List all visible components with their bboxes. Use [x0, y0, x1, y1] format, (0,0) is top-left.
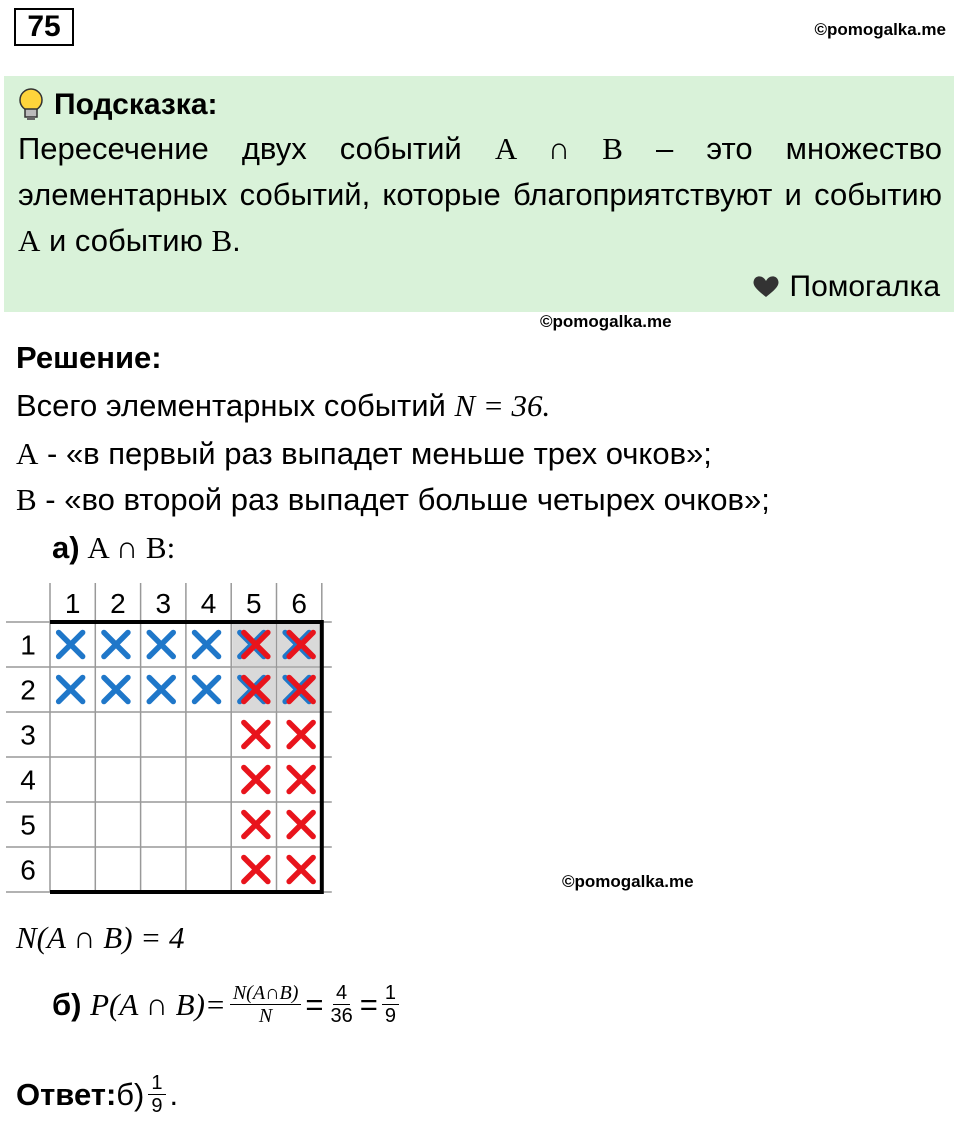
red-cross-mark [244, 858, 268, 882]
exercise-number: 75 [14, 8, 74, 46]
column-header: 6 [291, 588, 307, 619]
red-cross-mark [244, 768, 268, 792]
part-b-probability: б) P(A ∩ B)= $\frac{N(A\cap B)}{N}$ = $\frac{4}{36}$ = $\frac{1}{9}$ [52, 982, 403, 1027]
n-result: N(A ∩ B) = 4 [16, 920, 185, 955]
hint-title: Подсказка: [18, 88, 218, 122]
blue-cross-mark [104, 633, 128, 657]
column-header: 2 [110, 588, 126, 619]
red-cross-mark [244, 813, 268, 837]
row-header: 2 [20, 674, 36, 706]
hint-signature: Помогалка [752, 270, 941, 304]
column-header: 5 [246, 588, 262, 619]
column-header: 1 [64, 588, 81, 619]
watermark-top: ©pomogalka.me [814, 20, 946, 39]
solution-title: Решение: [16, 340, 162, 375]
column-header: 3 [155, 588, 172, 619]
fraction-1-9: $\frac{1}{9}$ [382, 982, 399, 1027]
blue-cross-mark [195, 633, 219, 657]
row-header: 6 [20, 854, 36, 886]
column-header: 4 [200, 588, 217, 619]
red-cross-mark [244, 723, 268, 747]
answer: Ответ: б) $\frac{1}{9}$ . [16, 1072, 179, 1117]
part-a-heading: а) A ∩ B: [52, 530, 176, 565]
event-b-definition: B - «во второй раз выпадет больше четырех очков»; [16, 482, 770, 517]
fraction-definition: $\frac{N(A\cap B)}{N}$ [230, 982, 302, 1027]
blue-cross-mark [149, 678, 173, 702]
fraction-4-36: $\frac{4}{36}$ [330, 982, 353, 1027]
row-header: 4 [20, 764, 36, 796]
blue-cross-mark [59, 633, 83, 657]
heart-icon [752, 275, 780, 299]
watermark-bottom: ©pomogalka.me [562, 872, 694, 891]
total-events: Всего элементарных событий N = 36. [16, 388, 551, 423]
blue-cross-mark [59, 678, 83, 702]
blue-cross-mark [195, 678, 219, 702]
outcome-grid [0, 575, 360, 905]
red-cross-mark [289, 768, 313, 792]
row-header: 1 [20, 629, 36, 661]
red-cross-mark [289, 723, 313, 747]
answer-fraction: $\frac{1}{9}$ [148, 1072, 165, 1117]
watermark-middle: ©pomogalka.me [540, 312, 672, 331]
blue-cross-mark [149, 633, 173, 657]
hint-text: Пересечение двух событий A ∩ B – это множество элементарных событий, которые благоприятствуют и событию A и событию B. [18, 131, 942, 258]
red-cross-mark [289, 813, 313, 837]
row-header: 3 [20, 719, 36, 751]
blue-cross-mark [104, 678, 128, 702]
lightbulb-icon [18, 88, 44, 122]
event-a-definition: A - «в первый раз выпадет меньше трех очков»; [16, 436, 712, 471]
row-header: 5 [20, 809, 36, 841]
red-cross-mark [289, 858, 313, 882]
